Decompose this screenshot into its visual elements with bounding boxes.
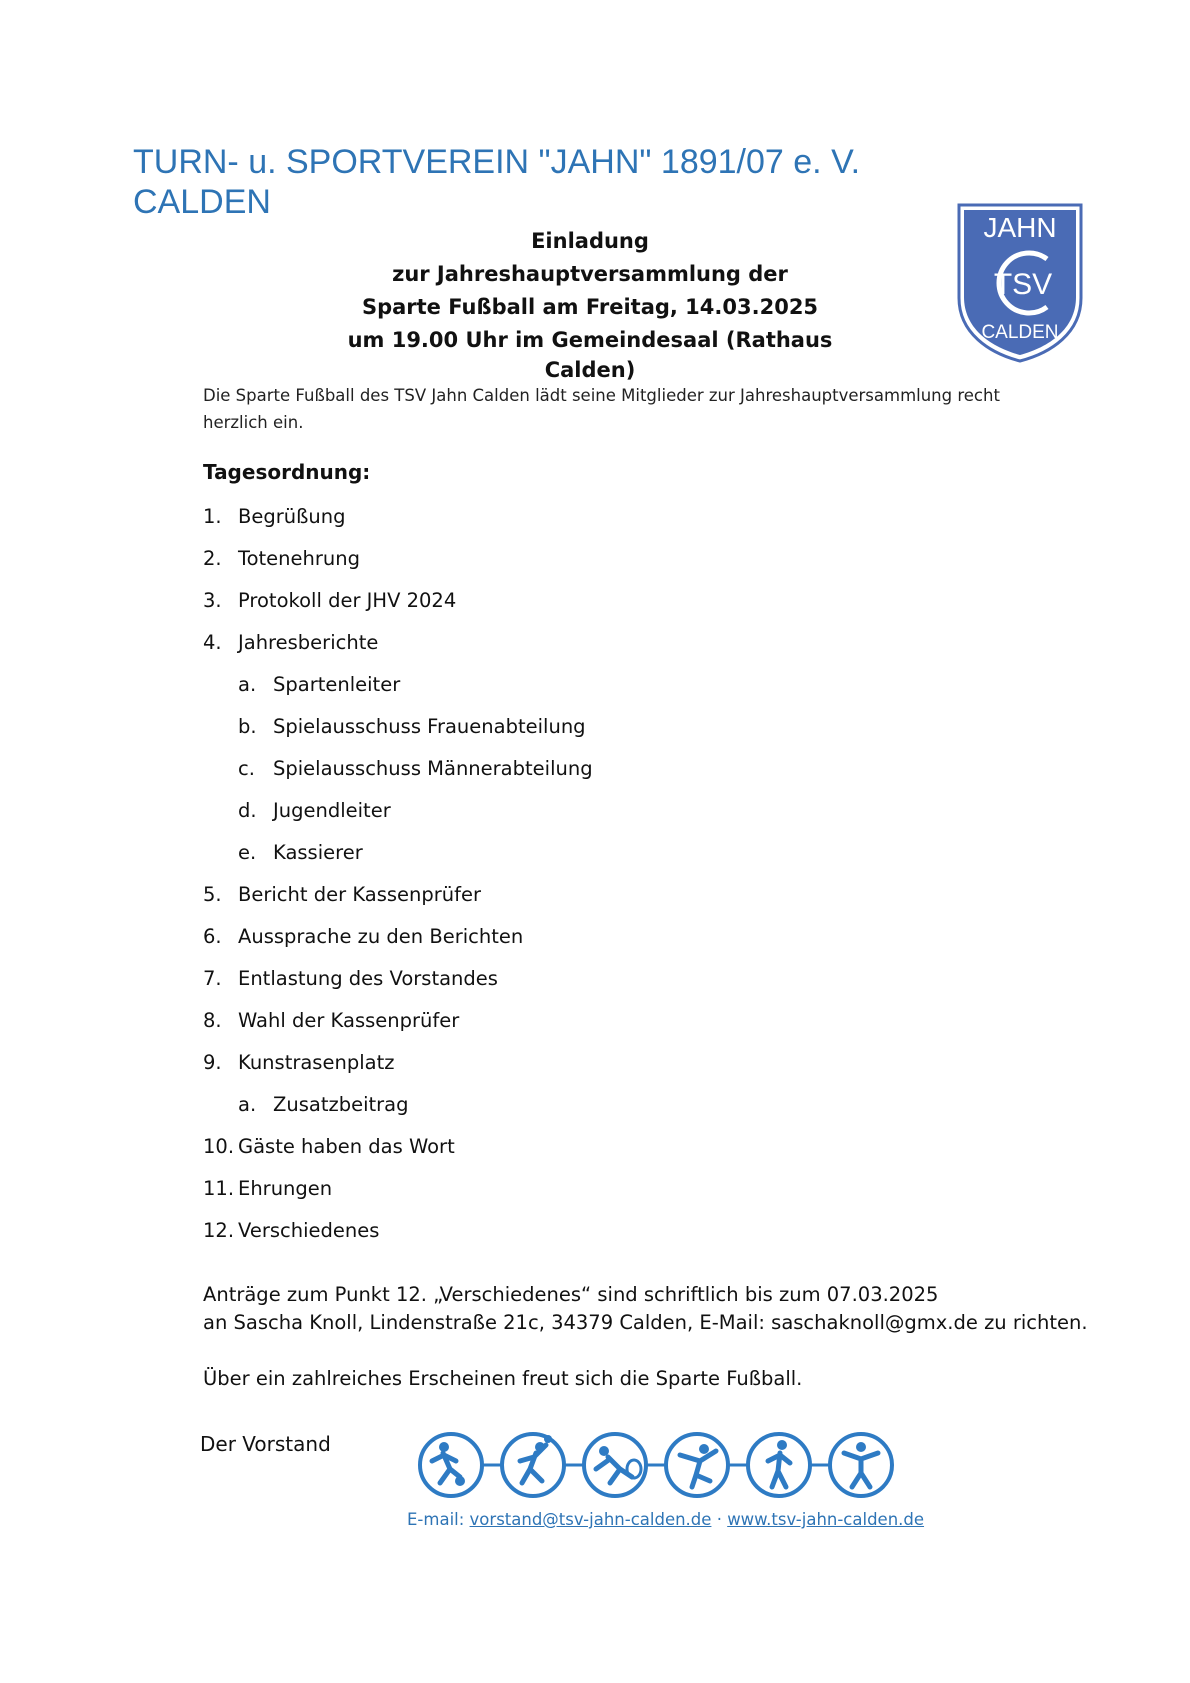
heading-title: Einladung <box>531 229 649 253</box>
deadline-text: Anträge zum Punkt 12. „Verschiedenes“ sind schriftlich bis zum 07.03.2025 <box>203 1283 939 1306</box>
agenda-subitem-letter: d. <box>238 799 257 822</box>
agenda-title: Tagesordnung: <box>203 460 371 484</box>
agenda-subitem-text: Spielausschuss Frauenabteilung <box>273 715 586 738</box>
agenda-item-number: 7. <box>203 967 222 990</box>
logo-text-top: JAHN <box>983 212 1057 243</box>
sports-icons-banner <box>410 1425 910 1505</box>
agenda-item-number: 11. <box>203 1177 235 1200</box>
agenda-subitem-letter: a. <box>238 673 257 696</box>
agenda-item-text: Begrüßung <box>238 505 346 528</box>
agenda-item-text: Totenehrung <box>238 547 360 570</box>
agenda-subitem-letter: c. <box>238 757 255 780</box>
agenda-item-number: 6. <box>203 925 222 948</box>
agenda-subitem-text: Zusatzbeitrag <box>273 1093 409 1116</box>
agenda-subitem-text: Kassierer <box>273 841 363 864</box>
athletics-icon <box>748 1434 810 1496</box>
agenda-item-number: 10. <box>203 1135 235 1158</box>
logo-text-bottom: CALDEN <box>981 322 1059 343</box>
agenda-item-text: Kunstrasenplatz <box>238 1051 395 1074</box>
agenda-subitem-letter: e. <box>238 841 257 864</box>
agenda-item-text: Protokoll der JHV 2024 <box>238 589 457 612</box>
agenda-item-number: 12. <box>203 1219 235 1242</box>
agenda-item-text: Aussprache zu den Berichten <box>238 925 524 948</box>
agenda-subitem-text: Jugendleiter <box>273 799 391 822</box>
agenda-item-number: 9. <box>203 1051 222 1074</box>
football-icon <box>420 1434 482 1496</box>
agenda-item-number: 2. <box>203 547 222 570</box>
agenda-item-number: 4. <box>203 631 222 654</box>
club-name: TURN- u. SPORTVEREIN "JAHN" 1891/07 e. V. CALDEN <box>133 143 861 221</box>
closing-text: Über ein zahlreiches Erscheinen freut sich die Sparte Fußball. <box>203 1367 803 1390</box>
agenda-subitem-letter: a. <box>238 1093 257 1116</box>
footer-separator: · <box>716 1510 722 1529</box>
agenda-subitem-letter: b. <box>238 715 257 738</box>
intro-text: Die Sparte Fußball des TSV Jahn Calden lädt seine Mitglieder zur Jahreshauptversammlung recht herzlich ein. <box>203 386 1000 432</box>
agenda-item-text: Ehrungen <box>238 1177 333 1200</box>
agenda-subitem-text: Spartenleiter <box>273 673 401 696</box>
footer-email-label: E-mail: <box>407 1510 465 1529</box>
dance-icon <box>830 1434 892 1496</box>
agenda-item-number: 8. <box>203 1009 222 1032</box>
agenda-item-text: Wahl der Kassenprüfer <box>238 1009 460 1032</box>
heading-subtitle: zur Jahreshauptversammlung der <box>392 262 788 286</box>
agenda-item-text: Verschiedenes <box>238 1219 380 1242</box>
footer-email-link[interactable]: vorstand@tsv-jahn-calden.de <box>469 1510 712 1529</box>
heading-event-place: um 19.00 Uhr im Gemeindesaal (Rathaus Calden) <box>347 328 833 382</box>
agenda-item-number: 3. <box>203 589 222 612</box>
logo-text-mid: TSV <box>993 268 1053 301</box>
agenda-item-text: Gäste haben das Wort <box>238 1135 455 1158</box>
heading-event-date: Sparte Fußball am Freitag, 14.03.2025 <box>361 295 819 319</box>
contact-text: an Sascha Knoll, Lindenstraße 21c, 34379 Calden, E-Mail: saschaknoll@gmx.de zu richten. <box>203 1311 1088 1334</box>
agenda-subitem-text: Spielausschuss Männerabteilung <box>273 757 593 780</box>
agenda-item-text: Entlastung des Vorstandes <box>238 967 498 990</box>
agenda-item-text: Bericht der Kassenprüfer <box>238 883 482 906</box>
agenda-item-number: 1. <box>203 505 222 528</box>
footer-contact <box>407 1510 924 1529</box>
signature: Der Vorstand <box>200 1432 331 1456</box>
agenda-item-number: 5. <box>203 883 222 906</box>
gymnastics-icon <box>666 1434 728 1496</box>
handball-icon <box>502 1434 564 1496</box>
tennis-icon <box>584 1434 646 1496</box>
club-logo <box>955 203 1085 363</box>
agenda-item-text: Jahresberichte <box>238 631 379 654</box>
footer-website-link[interactable]: www.tsv-jahn-calden.de <box>727 1510 925 1529</box>
